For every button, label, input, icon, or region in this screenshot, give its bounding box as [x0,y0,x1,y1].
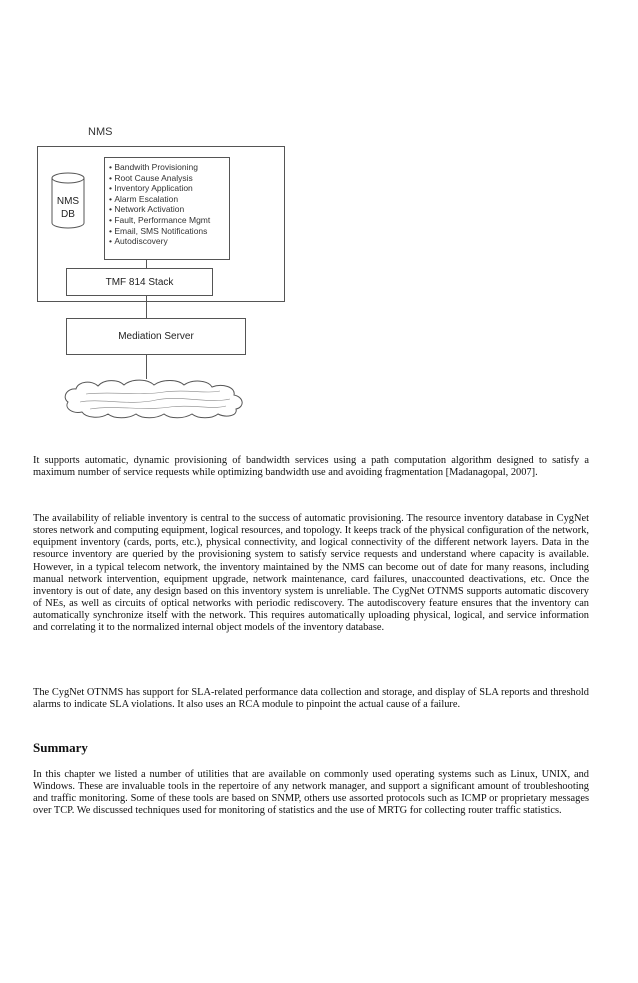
section-heading: Summary [33,740,88,755]
body-paragraph: The availability of reliable inventory is central to the success of automatic provisioning. The resource inventory database in CygNet stores network and computing equipment, logical resources, and topology. It keeps track of the physical configuration of the network, equipment inventory (cards, ports, etc.), physical connectivity, and logical connectivity of the different network layers. Data in the resource inventory are queried by the provisioning system to satisfy service requests and understand where capacity is available. However, in a typical telecom network, the inventory maintained by the NMS can become out of date for many reasons, including manual network intervention, equipment upgrade, network maintenance, card failures, unaccounted deactivations, etc. Once the inventory is out of date, any design based on this inventory system is unreliable. The CygNet OTNMS supports automatic discovery of NEs, as well as circuits of optical networks with periodic rediscovery. The autodiscovery feature ensures that the inventory can automatically synchronize itself with the network. This requires automatically uploading physical, logical, and service information and correlating it to the normalized internal object models of the inventory database. [33,513,589,634]
body-paragraph: It supports automatic, dynamic provisioning of bandwidth services using a path computation algorithm designed to satisfy a maximum number of service requests while optimizing bandwidth use and avoiding fragmentation [Madanagopal, 2007]. [33,455,589,479]
function-item: • Bandwith Provisioning [109,162,229,173]
body-paragraph: The CygNet OTNMS has support for SLA-related performance data collection and storage, and display of SLA reports and threshold alarms to indicate SLA violations. It also uses an RCA module to pinpoint the actual cause of a failure. [33,687,589,711]
functions-box [104,157,230,260]
connector-line [146,296,147,318]
figure-title: NMS [88,126,113,138]
summary-paragraph: In this chapter we listed a number of utilities that are available on commonly used operating systems such as Linux, UNIX, and Windows. These are invaluable tools in the repertoire of any network manager, and support a significant amount of troubleshooting and traffic monitoring. Some of these tools are based on SNMP, others use assorted protocols such as ICMP or proprietary messages over TCP. We discussed techniques used for monitoring of statistics and the use of MRTG for collecting router traffic statistics. [33,769,589,817]
database-label-line1: NMS [56,196,80,207]
mediation-server-box [66,318,246,355]
mediation-server-label: Mediation Server [118,331,194,342]
cloud-icon [60,376,248,420]
database-label-line2: DB [61,209,75,220]
tmf-stack-box [66,268,213,296]
function-item: • Alarm Escalation [109,194,229,205]
function-item: • Autodiscovery [109,236,229,247]
function-item: • Root Cause Analysis [109,173,229,184]
database-label [51,195,85,221]
function-item: • Fault, Performance Mgmt [109,215,229,226]
function-item: • Network Activation [109,204,229,215]
tmf-stack-label: TMF 814 Stack [105,276,174,288]
function-item: • Email, SMS Notifications [109,226,229,237]
connector-line [146,260,147,268]
functions-list [109,162,229,247]
function-item: • Inventory Application [109,183,229,194]
